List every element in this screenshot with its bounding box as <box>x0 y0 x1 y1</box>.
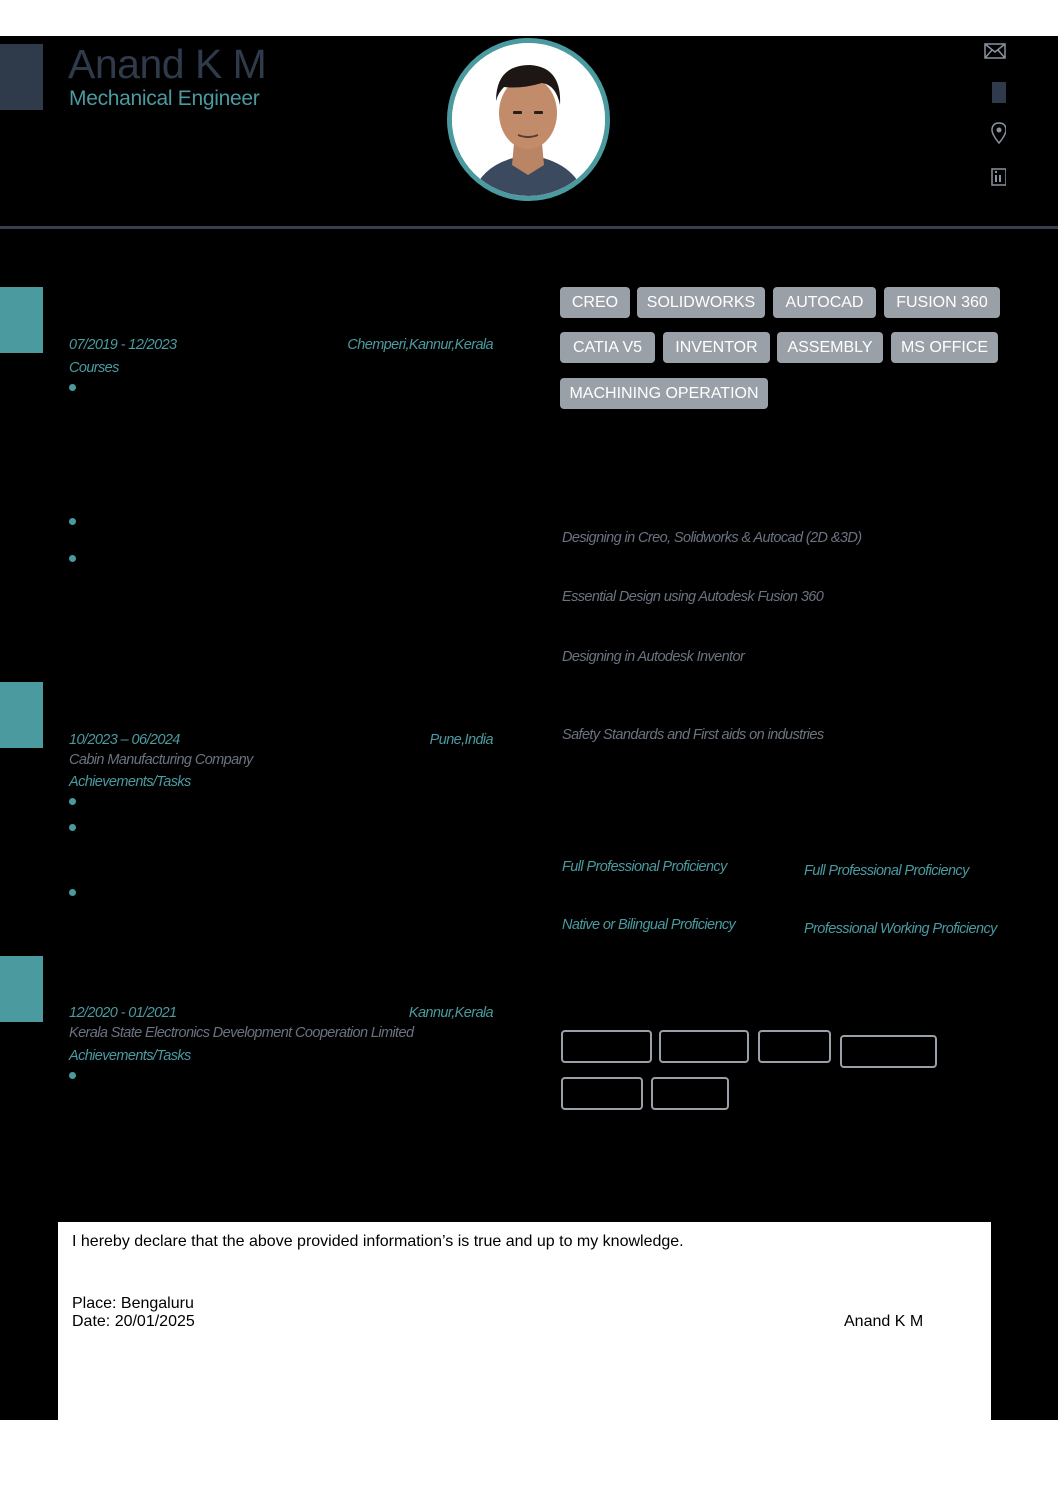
experience-company: Kerala State Electronics Development Cooperation Limited <box>69 1025 414 1041</box>
education-dates: 07/2019 - 12/2023 <box>69 337 177 353</box>
experience-tasks-label: Achievements/Tasks <box>69 1048 191 1064</box>
header-accent-block <box>0 44 43 110</box>
experience-accent-block <box>0 956 43 1022</box>
experience-accent-block <box>0 682 43 748</box>
language-proficiency: Full Professional Proficiency <box>804 863 969 879</box>
certificate-item: Designing in Autodesk Inventor <box>562 649 745 665</box>
job-title: Mechanical Engineer <box>69 87 260 110</box>
interest-tag <box>758 1030 831 1063</box>
certificate-item: Essential Design using Autodesk Fusion 360 <box>562 589 824 605</box>
experience-company: Cabin Manufacturing Company <box>69 752 253 768</box>
education-bullet <box>69 384 76 391</box>
skill-tag: MS OFFICE <box>891 332 998 363</box>
experience-bullet <box>69 824 76 831</box>
language-proficiency: Full Professional Proficiency <box>562 859 727 875</box>
experience-dates: 12/2020 - 01/2021 <box>69 1005 177 1021</box>
experience-tasks-label: Achievements/Tasks <box>69 774 191 790</box>
experience-bullet <box>69 798 76 805</box>
skill-tag: ASSEMBLY <box>777 332 883 363</box>
interest-tag <box>561 1030 652 1063</box>
profile-photo <box>447 38 610 201</box>
declaration-box <box>58 1222 991 1420</box>
declaration-place: Place: Bengaluru <box>72 1295 194 1312</box>
phone-icon <box>984 81 1006 103</box>
experience-bullet <box>69 889 76 896</box>
certificate-item: Safety Standards and First aids on industries <box>562 727 824 743</box>
declaration-statement: I hereby declare that the above provided information’s is true and up to my knowledge. <box>72 1233 684 1250</box>
experience-bullet <box>69 1072 76 1079</box>
skill-tag: AUTOCAD <box>773 287 876 318</box>
experience-dates: 10/2023 – 06/2024 <box>69 732 180 748</box>
language-proficiency: Native or Bilingual Proficiency <box>562 917 736 933</box>
resume-page <box>0 36 1058 1420</box>
profile-photo-icon <box>452 43 605 196</box>
skill-tag: MACHINING OPERATION <box>560 378 768 409</box>
candidate-name: Anand K M <box>68 41 267 87</box>
interest-tag <box>840 1035 937 1068</box>
location-pin-icon <box>984 122 1006 144</box>
header-divider <box>0 226 1058 229</box>
interest-tag <box>651 1077 729 1110</box>
skill-tag: CREO <box>560 287 630 318</box>
skill-tag: FUSION 360 <box>884 287 1000 318</box>
experience-location: Pune,India <box>429 732 493 748</box>
declaration-signature: Anand K M <box>844 1313 924 1330</box>
linkedin-icon <box>984 166 1006 188</box>
education-courses-label: Courses <box>69 360 119 376</box>
education-bullet <box>69 555 76 562</box>
certificate-item: Designing in Creo, Solidworks & Autocad (2D &3D) <box>562 530 862 546</box>
skill-tag: CATIA V5 <box>560 332 655 363</box>
envelope-icon <box>984 40 1006 62</box>
language-proficiency: Professional Working Proficiency <box>804 921 997 937</box>
skill-tag: INVENTOR <box>663 332 770 363</box>
experience-location: Kannur,Kerala <box>408 1005 493 1021</box>
education-bullet <box>69 518 76 525</box>
skill-tag: SOLIDWORKS <box>637 287 765 318</box>
interest-tag <box>561 1077 643 1110</box>
interest-tag <box>659 1030 749 1063</box>
education-location: Chemperi,Kannur,Kerala <box>347 337 493 353</box>
education-accent-block <box>0 287 43 353</box>
declaration-date: Date: 20/01/2025 <box>72 1313 195 1330</box>
